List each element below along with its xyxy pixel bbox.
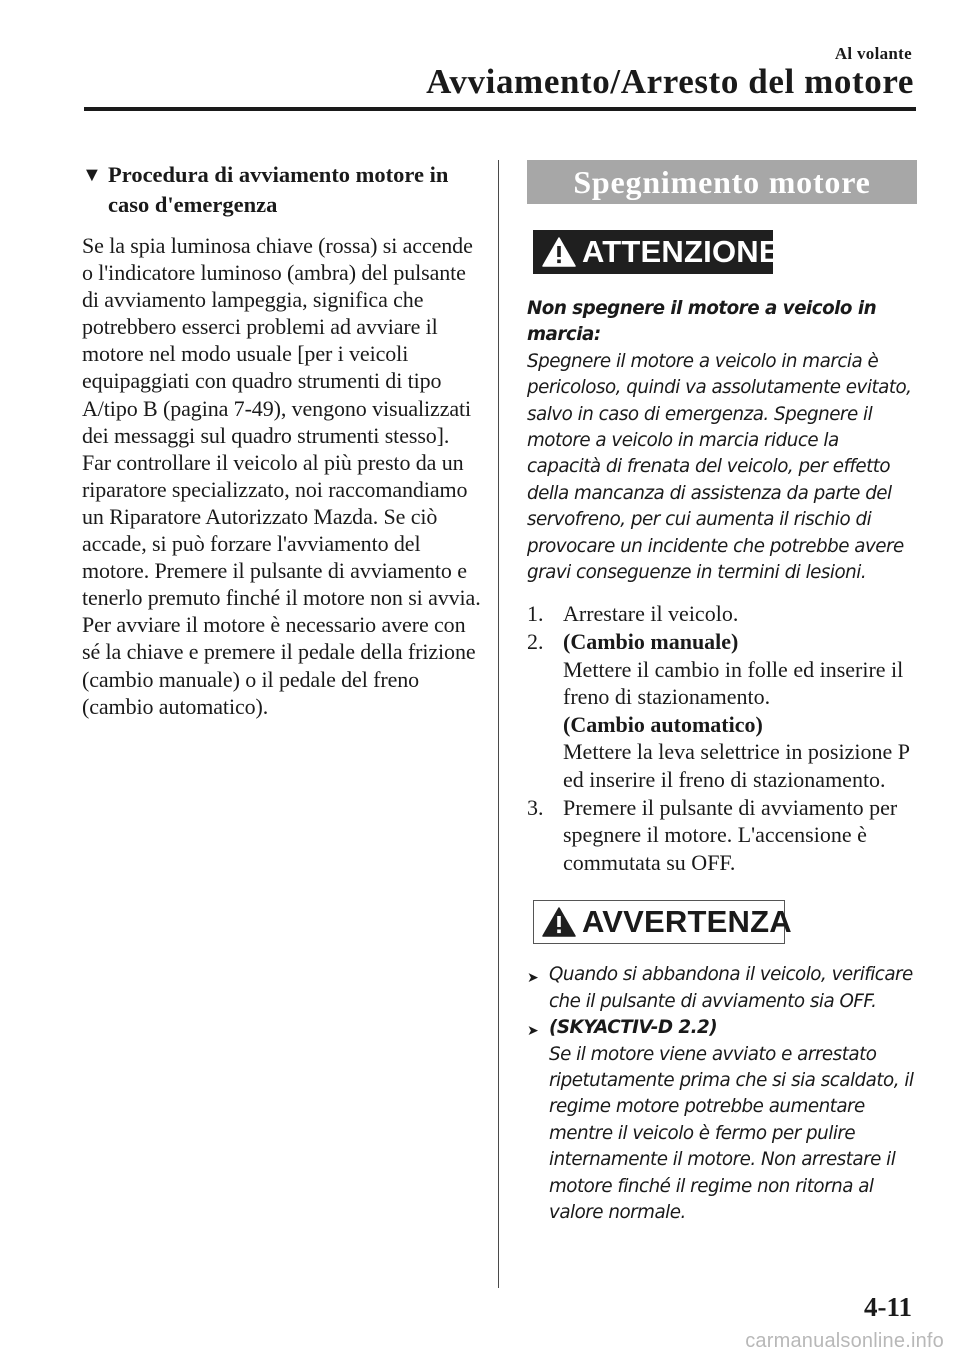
list-item bbox=[527, 962, 917, 1015]
shutdown-steps bbox=[527, 600, 917, 876]
section-banner: Spegnimento motore bbox=[527, 160, 917, 204]
list-item bbox=[527, 628, 917, 794]
attenzione-text bbox=[527, 296, 917, 586]
attenzione-title: Non spegnere il motore a veicolo in marcia: bbox=[527, 298, 877, 346]
attenzione-body: Spegnere il motore a veicolo in marcia è pericoloso, quindi va assolutamente evitato, salvo in caso di emergenza. Spegnere il motore a veicolo in marcia riduce la capacità di frenata del veicolo, per effetto della mancanza di assistenza da parte del servofreno, per cui aumenta il rischio di provocare un incidente che potrebbe avere gravi conseguenze in termini di lesioni. bbox=[527, 350, 912, 584]
page-title: Avviamento/Arresto del motore bbox=[426, 62, 914, 101]
header-divider bbox=[84, 107, 916, 111]
step-text: Arrestare il veicolo. bbox=[563, 601, 739, 627]
attenzione-label: ATTENZIONE bbox=[582, 234, 780, 269]
auto-gearbox-text: Mettere la leva selettrice in posizione P ed inserire il freno di stazionamento. bbox=[563, 739, 910, 793]
down-triangle-icon: ▼ bbox=[82, 164, 102, 186]
watermark: carmanualsonline.info bbox=[745, 1330, 944, 1352]
arrow-bullet-icon: ➤ bbox=[527, 1023, 539, 1040]
left-column bbox=[82, 160, 482, 720]
right-column bbox=[527, 160, 917, 1226]
avvertenza-item-text: Se il motore viene avviato e arrestato ripetutamente prima che si sia scaldato, il regime motore potrebbe aumentare mentre il veicolo è fermo per pulire internamente il motore. Non arrestare il motore finché il regime non ritorna al valore normale. bbox=[549, 1043, 914, 1224]
manual-gearbox-title: (Cambio manuale) bbox=[563, 629, 739, 655]
column-divider bbox=[498, 160, 499, 1288]
emergency-start-paragraph: Se la spia luminosa chiave (rossa) si accende o l'indicatore luminoso (ambra) del pulsante di avviamento lampeggia, significa che potrebbero esserci problemi ad avviare il motore nel modo usuale [per i veicoli equipaggiati con quadro strumenti di tipo A/tipo B (pagina 7-49), vengono visualizzati dei messaggi sul quadro strumenti stesso]. Far controllare il veicolo al più presto da un riparatore specializzato, noi raccomandiamo un Riparatore Autorizzato Mazda. Se ciò accade, si può forzare l'avviamento del motore. Premere il pulsante di avviamento e tenerlo premuto finché il motore non si avvia. Per avviare il motore è necessario avere con sé la chiave e premere il pedale della frizione (cambio manuale) o il pedale del freno (cambio automatico). bbox=[82, 233, 481, 719]
list-item bbox=[527, 600, 917, 628]
manual-gearbox-text: Mettere il cambio in folle ed inserire il freno di stazionamento. bbox=[563, 656, 904, 710]
avvertenza-label-box bbox=[533, 900, 792, 944]
section-heading-text: Procedura di avviamento motore in caso d'emergenza bbox=[108, 162, 449, 217]
warning-triangle-icon bbox=[542, 237, 576, 267]
arrow-bullet-icon: ➤ bbox=[527, 970, 539, 987]
auto-gearbox-title: (Cambio automatico) bbox=[563, 711, 763, 737]
step-content bbox=[563, 628, 917, 794]
step-number: 3. bbox=[527, 794, 544, 820]
list-item bbox=[527, 794, 917, 877]
attenzione-label-box bbox=[533, 230, 780, 274]
page-number: 4-11 bbox=[863, 1292, 912, 1322]
step-text: Premere il pulsante di avviamento per spegnere il motore. L'accensione è commutata su OFF. bbox=[563, 794, 898, 875]
step-number: 1. bbox=[527, 601, 544, 627]
avvertenza-list bbox=[527, 962, 917, 1226]
avvertenza-item-title: (SKYACTIV-D 2.2) bbox=[549, 1017, 718, 1039]
section-heading bbox=[82, 160, 482, 220]
avvertenza-label: AVVERTENZA bbox=[582, 904, 792, 940]
warning-triangle-icon bbox=[542, 907, 576, 937]
step-number: 2. bbox=[527, 629, 544, 655]
avvertenza-wrapper bbox=[527, 900, 917, 944]
avvertenza-item-content bbox=[549, 1015, 917, 1226]
avvertenza-item-text: Quando si abbandona il veicolo, verificare che il pulsante di avviamento sia OFF. bbox=[549, 964, 913, 1012]
header-section: Al volante bbox=[834, 44, 912, 63]
list-item bbox=[527, 1015, 917, 1226]
